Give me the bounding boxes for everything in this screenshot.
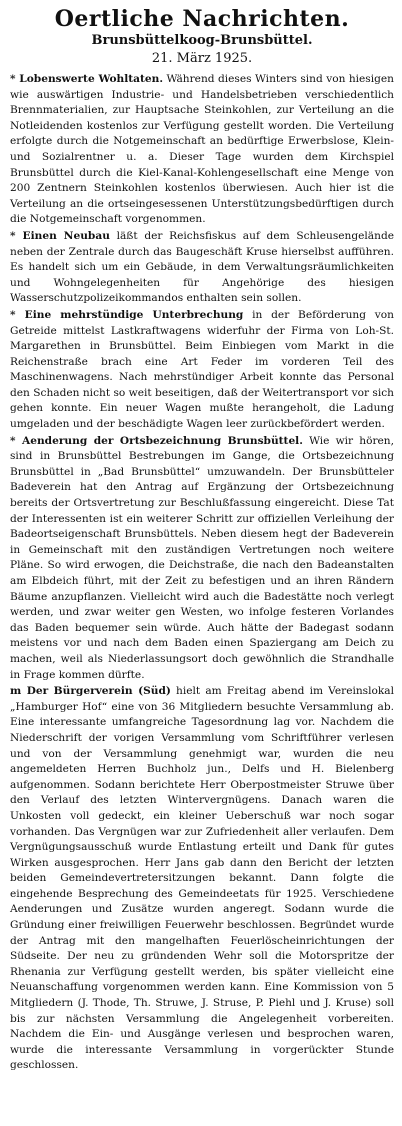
- header: [10, 6, 394, 68]
- article-body: in der Beförderung von Getreide mittelst Lastkraftwagens widerfuhr der Firma von Loh-St. Margarethen in Brunsbüttel. Beim Einbiegen vom Markt in die Reichenstraße brach eine Art Feder im vorderen Teil des Maschinenwagens. Nach mehrstündiger Arbeit konnte das Personal den Schaden nicht so weit beseitigen, daß der Weitertransport vor sich gehen konnte. Ein neuer Wagen mußte herangeholt, die Ladung umgeladen und der beschädigte Wagen leer zurückbefördert werden.: [10, 308, 394, 431]
- article-body: hielt am Freitag abend im Vereinslokal „Hamburger Hof“ eine von 36 Mitgliedern besuchte Versammlung ab. Eine interessante umfangreiche Tagesordnung lag vor. Nachdem die Niederschrift der vorigen Versammlung vom Schriftführer verlesen und von der Versammlung genehmigt war, wurden die neu angemeldeten Herren Buchholz jun., Delfs und H. Bielenberg aufgenommen. Sodann berichtete Herr Oberpostmeister Struwe über den Verlauf des letzten Wintervergnügens. Danach waren die Unkosten voll gedeckt, ein kleiner Ueberschuß war noch sogar vorhanden. Das Vergnügen war zur Zufriedenheit aller verlaufen. Dem Vergnügungsausschuß wurde Entlastung erteilt und Dank für gutes Wirken ausgesprochen. Herr Jans gab dann den Bericht der letzten beiden Gemeindevertretersitzungen bekannt. Dann folgte die eingehende Besprechung des Gemeindeetats für 1925. Verschiedene Aenderungen und Zusätze wurden angeregt. Sodann wurde die Gründung einer freiwilligen Feuerwehr beschlossen. Begründet wurde der Antrag mit den mangelhaften Feuerlöscheinrichtungen der Südseite. Der neu zu gründenden Wehr soll die Motorspritze der Rhenania zur Verfügung gestellt werden, bis später vielleicht eine Neuanschaffung vorgenommen werden kann. Eine Kommission von 5 Mitgliedern (J. Thode, Th. Struwe, J. Struse, P. Piehl und J. Kruse) soll bis zur nächsten Versammlung die Angelegenheit vorbereiten. Nachdem die Ein- und Ausgänge verlesen und besprochen waren, wurde die interessante Versammlung in vorgerückter Stunde geschlossen.: [10, 685, 394, 1072]
- article-heading: m Der Bürgerverein (Süd): [10, 685, 171, 698]
- article-body: läßt der Reichsfiskus auf dem Schleusengelände neben der Zentrale durch das Baugeschäft Kruse hierselbst aufführen. Es handelt sich um ein Gebäude, in dem Verwaltungsräumlichkeiten und Wohngelegenheiten für Angehörige des hiesigen Wasserschutzpolizeikommandos enthalten sein sollen.: [10, 229, 394, 305]
- article-buergerverein: [10, 684, 394, 1074]
- article-body: Während dieses Winters sind von hiesigen wie auswärtigen Industrie- und Handelsbetrieben verschiedentlich Brennmaterialien, zur Hauptsache Steinkohlen, zur Verteilung an die Notleidenden kostenlos zur Verfügung gestellt worden. Die Verteilung erfolgte durch die Notgemeinschaft an bedürftige Erwerbslose, Klein- und Sozialrentner u. a. Dieser Tage wurden dem Kirchspiel Brunsbüttel durch die Kiel-Kanal-Kohlengesellschaft eine Menge von 200 Zentnern Steinkohlen kostenlos überwiesen. Auch hier ist die Verteilung an die ortseingesessenen Unterstützungsbedürftigen durch die Notgemeinschaft vorgenommen.: [10, 73, 394, 226]
- article-body: Wie wir hören, sind in Brunsbüttel Bestrebungen im Gange, die Ortsbezeichnung Brunsbüttel in „Bad Brunsbüttel“ umzuwandeln. Der Brunsbütteler Badeverein hat den Antrag auf Ergänzung der Ortsbezeichnung bereits der Ortsvertretung zur Beschlußfassung eingereicht. Diese Tat der Interessenten ist ein weiterer Schritt zur offiziellen Verleihung der Badeortseigenschaft Brunsbüttels. Neben diesem hegt der Badeverein in Gemeinschaft mit den zuständigen Vertretungen noch weitere Pläne. So wird erwogen, die Deichstraße, die nach den Badeanstalten am Elbdeich führt, mit der Zeit zu befestigen und an ihren Rändern Bäume anzupflanzen. Vielleicht wird auch die Badestätte noch verlegt werden, und zwar weiter gen Westen, wo infolge festeren Vorlandes das Baden bequemer sein würde. Auch hätte der Badegast sodann meistens vor und nach dem Baden einen Spaziergang am Deich zu machen, weil als Niederlassungsort doch gewöhnlich die Strandhalle in Frage kommen dürfte.: [10, 434, 394, 681]
- article-heading: * Lobenswerte Wohltaten.: [10, 73, 164, 85]
- page-subtitle: Brunsbüttelkoog-Brunsbüttel.: [91, 33, 313, 48]
- article-ortsbezeichnung: [10, 434, 394, 684]
- article-wohltaten: [10, 72, 394, 228]
- article-heading: * Eine mehrstündige Unterbrechung: [10, 308, 244, 321]
- article-heading: * Aenderung der Ortsbezeichnung Brunsbüttel.: [10, 434, 303, 447]
- page-title: Oertliche Nachrichten.: [54, 6, 350, 32]
- article-heading: * Einen Neubau: [10, 229, 110, 242]
- article-unterbrechung: [10, 308, 394, 433]
- article-neubau: [10, 229, 394, 307]
- issue-date: 21. März 1925.: [151, 51, 253, 66]
